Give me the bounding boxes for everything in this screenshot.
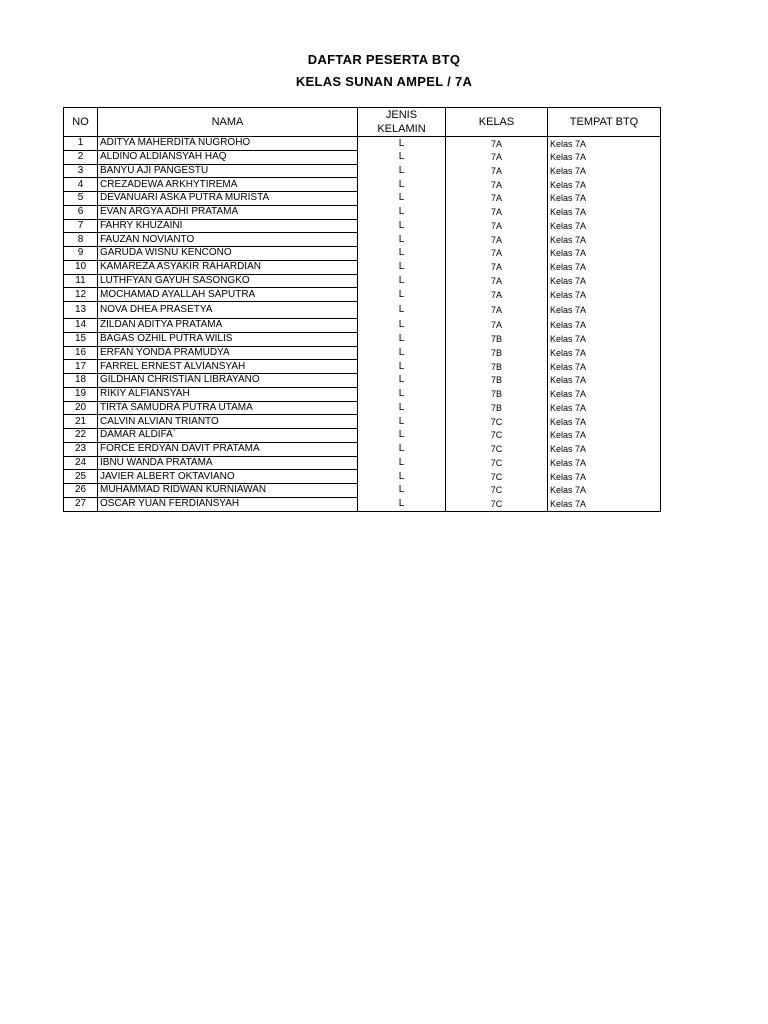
table-row <box>64 233 661 247</box>
table-header-row <box>64 108 661 137</box>
table-row <box>64 247 661 261</box>
table-row <box>64 150 661 164</box>
table-row <box>64 415 661 429</box>
cell-tempat-btq: Kelas 7A <box>548 137 661 151</box>
cell-nama: CALVIN ALVIAN TRIANTO <box>98 415 358 429</box>
cell-tempat-btq: Kelas 7A <box>548 164 661 178</box>
cell-no: 15 <box>64 332 98 346</box>
cell-no: 24 <box>64 456 98 470</box>
cell-kelas: 7A <box>446 164 548 178</box>
table-row <box>64 205 661 219</box>
cell-tempat-btq: Kelas 7A <box>548 247 661 261</box>
table-row <box>64 346 661 360</box>
cell-tempat-btq: Kelas 7A <box>548 332 661 346</box>
cell-nama: MOCHAMAD AYALLAH SAPUTRA <box>98 288 358 302</box>
table-row <box>64 288 661 302</box>
cell-jenis-kelamin: L <box>358 150 446 164</box>
cell-tempat-btq: Kelas 7A <box>548 497 661 511</box>
table-row <box>64 497 661 511</box>
table-row <box>64 442 661 456</box>
table-row <box>64 374 661 388</box>
cell-nama: KAMAREZA ASYAKIR RAHARDIAN <box>98 260 358 274</box>
cell-tempat-btq: Kelas 7A <box>548 274 661 288</box>
cell-jenis-kelamin: L <box>358 192 446 206</box>
cell-tempat-btq: Kelas 7A <box>548 288 661 302</box>
cell-no: 16 <box>64 346 98 360</box>
cell-kelas: 7A <box>446 288 548 302</box>
cell-jenis-kelamin: L <box>358 260 446 274</box>
cell-tempat-btq: Kelas 7A <box>548 374 661 388</box>
header-jenis-kelamin <box>358 108 446 137</box>
table-row <box>64 470 661 484</box>
cell-nama: OSCAR YUAN FERDIANSYAH <box>98 497 358 511</box>
cell-no: 17 <box>64 360 98 374</box>
cell-kelas: 7A <box>446 150 548 164</box>
cell-jenis-kelamin: L <box>358 288 446 302</box>
cell-no: 2 <box>64 150 98 164</box>
cell-kelas: 7C <box>446 415 548 429</box>
cell-jenis-kelamin: L <box>358 247 446 261</box>
cell-nama: RIKIY ALFIANSYAH <box>98 387 358 401</box>
cell-jenis-kelamin: L <box>358 484 446 498</box>
cell-jenis-kelamin: L <box>358 332 446 346</box>
cell-no: 5 <box>64 192 98 206</box>
cell-no: 12 <box>64 288 98 302</box>
table-row <box>64 260 661 274</box>
cell-jenis-kelamin: L <box>358 164 446 178</box>
cell-jenis-kelamin: L <box>358 274 446 288</box>
cell-no: 27 <box>64 497 98 511</box>
cell-no: 22 <box>64 429 98 443</box>
cell-nama: GARUDA WISNU KENCONO <box>98 247 358 261</box>
cell-jenis-kelamin: L <box>358 442 446 456</box>
table-row <box>64 401 661 415</box>
cell-kelas: 7A <box>446 178 548 192</box>
cell-no: 4 <box>64 178 98 192</box>
cell-no: 1 <box>64 137 98 151</box>
cell-tempat-btq: Kelas 7A <box>548 442 661 456</box>
cell-tempat-btq: Kelas 7A <box>548 192 661 206</box>
cell-nama: ZILDAN ADITYA PRATAMA <box>98 319 358 333</box>
cell-no: 10 <box>64 260 98 274</box>
table-row <box>64 274 661 288</box>
document-title: DAFTAR PESERTA BTQ <box>307 52 461 67</box>
cell-kelas: 7C <box>446 470 548 484</box>
cell-nama: LUTHFYAN GAYUH SASONGKO <box>98 274 358 288</box>
cell-no: 14 <box>64 319 98 333</box>
cell-jenis-kelamin: L <box>358 178 446 192</box>
table-row <box>64 319 661 333</box>
cell-no: 26 <box>64 484 98 498</box>
cell-tempat-btq: Kelas 7A <box>548 178 661 192</box>
cell-nama: MUHAMMAD RIDWAN KURNIAWAN <box>98 484 358 498</box>
cell-tempat-btq: Kelas 7A <box>548 302 661 319</box>
header-kelas: KELAS <box>446 108 548 137</box>
cell-nama: BANYU AJI PANGESTU <box>98 164 358 178</box>
cell-no: 20 <box>64 401 98 415</box>
table-body <box>64 137 661 512</box>
cell-tempat-btq: Kelas 7A <box>548 429 661 443</box>
cell-kelas: 7C <box>446 497 548 511</box>
header-kelamin-label: KELAMIN <box>377 123 426 135</box>
cell-kelas: 7C <box>446 442 548 456</box>
cell-nama: NOVA DHEA PRASETYA <box>98 302 358 319</box>
document-subtitle: KELAS SUNAN AMPEL / 7A <box>295 74 473 89</box>
cell-nama: FAUZAN NOVIANTO <box>98 233 358 247</box>
cell-jenis-kelamin: L <box>358 497 446 511</box>
table-row <box>64 429 661 443</box>
cell-jenis-kelamin: L <box>358 456 446 470</box>
cell-jenis-kelamin: L <box>358 302 446 319</box>
cell-nama: FAHRY KHUZAINI <box>98 219 358 233</box>
cell-nama: ALDINO ALDIANSYAH HAQ <box>98 150 358 164</box>
cell-nama: TIRTA SAMUDRA PUTRA UTAMA <box>98 401 358 415</box>
header-jenis-label: JENIS <box>385 109 418 121</box>
cell-no: 6 <box>64 205 98 219</box>
cell-nama: EVAN ARGYA ADHI PRATAMA <box>98 205 358 219</box>
cell-kelas: 7B <box>446 401 548 415</box>
cell-jenis-kelamin: L <box>358 205 446 219</box>
cell-kelas: 7A <box>446 233 548 247</box>
table-row <box>64 302 661 319</box>
cell-no: 18 <box>64 374 98 388</box>
cell-tempat-btq: Kelas 7A <box>548 150 661 164</box>
cell-tempat-btq: Kelas 7A <box>548 319 661 333</box>
table-row <box>64 192 661 206</box>
cell-tempat-btq: Kelas 7A <box>548 219 661 233</box>
cell-jenis-kelamin: L <box>358 137 446 151</box>
cell-no: 9 <box>64 247 98 261</box>
cell-no: 23 <box>64 442 98 456</box>
table-row <box>64 387 661 401</box>
cell-jenis-kelamin: L <box>358 470 446 484</box>
cell-jenis-kelamin: L <box>358 346 446 360</box>
cell-kelas: 7A <box>446 219 548 233</box>
cell-kelas: 7A <box>446 274 548 288</box>
cell-tempat-btq: Kelas 7A <box>548 484 661 498</box>
table-row <box>64 219 661 233</box>
cell-kelas: 7B <box>446 387 548 401</box>
cell-no: 13 <box>64 302 98 319</box>
cell-kelas: 7B <box>446 332 548 346</box>
participant-table <box>63 107 661 512</box>
header-no: NO <box>64 108 98 137</box>
cell-no: 19 <box>64 387 98 401</box>
cell-no: 25 <box>64 470 98 484</box>
cell-nama: DAMAR ALDIFA` <box>98 429 358 443</box>
cell-tempat-btq: Kelas 7A <box>548 346 661 360</box>
table-row <box>64 164 661 178</box>
cell-no: 11 <box>64 274 98 288</box>
cell-kelas: 7A <box>446 260 548 274</box>
table-row <box>64 332 661 346</box>
cell-jenis-kelamin: L <box>358 429 446 443</box>
cell-no: 8 <box>64 233 98 247</box>
cell-tempat-btq: Kelas 7A <box>548 401 661 415</box>
cell-kelas: 7B <box>446 346 548 360</box>
cell-tempat-btq: Kelas 7A <box>548 387 661 401</box>
cell-tempat-btq: Kelas 7A <box>548 470 661 484</box>
cell-jenis-kelamin: L <box>358 387 446 401</box>
cell-kelas: 7B <box>446 360 548 374</box>
cell-kelas: 7C <box>446 456 548 470</box>
cell-jenis-kelamin: L <box>358 415 446 429</box>
cell-nama: ADITYA MAHERDITA NUGROHO <box>98 137 358 151</box>
cell-kelas: 7A <box>446 302 548 319</box>
table-row <box>64 456 661 470</box>
cell-no: 7 <box>64 219 98 233</box>
cell-nama: FARREL ERNEST ALVIANSYAH <box>98 360 358 374</box>
cell-nama: CREZADEWA ARKHYTIREMA <box>98 178 358 192</box>
cell-tempat-btq: Kelas 7A <box>548 456 661 470</box>
table-row <box>64 484 661 498</box>
cell-nama: IBNU WANDA PRATAMA <box>98 456 358 470</box>
cell-no: 3 <box>64 164 98 178</box>
cell-nama: DEVANUARI ASKA PUTRA MURISTA <box>98 192 358 206</box>
cell-tempat-btq: Kelas 7A <box>548 205 661 219</box>
cell-jenis-kelamin: L <box>358 374 446 388</box>
cell-tempat-btq: Kelas 7A <box>548 260 661 274</box>
header-nama: NAMA <box>98 108 358 137</box>
cell-nama: JAVIER ALBERT OKTAVIANO <box>98 470 358 484</box>
cell-jenis-kelamin: L <box>358 219 446 233</box>
cell-kelas: 7B <box>446 374 548 388</box>
cell-tempat-btq: Kelas 7A <box>548 233 661 247</box>
cell-jenis-kelamin: L <box>358 319 446 333</box>
cell-no: 21 <box>64 415 98 429</box>
cell-kelas: 7C <box>446 484 548 498</box>
cell-jenis-kelamin: L <box>358 233 446 247</box>
cell-tempat-btq: Kelas 7A <box>548 360 661 374</box>
cell-jenis-kelamin: L <box>358 401 446 415</box>
cell-nama: FORCE ERDYAN DAVIT PRATAMA <box>98 442 358 456</box>
cell-tempat-btq: Kelas 7A <box>548 415 661 429</box>
cell-nama: GILDHAN CHRISTIAN LIBRAYANO <box>98 374 358 388</box>
table-row <box>64 178 661 192</box>
cell-kelas: 7A <box>446 319 548 333</box>
cell-nama: ERFAN YONDA PRAMUDYA <box>98 346 358 360</box>
table-row <box>64 137 661 151</box>
table-row <box>64 360 661 374</box>
cell-nama: BAGAS OZHIL PUTRA WILIS <box>98 332 358 346</box>
cell-kelas: 7A <box>446 247 548 261</box>
cell-kelas: 7A <box>446 137 548 151</box>
cell-kelas: 7A <box>446 205 548 219</box>
cell-kelas: 7A <box>446 192 548 206</box>
cell-kelas: 7C <box>446 429 548 443</box>
header-tempat-btq: TEMPAT BTQ <box>548 108 661 137</box>
cell-jenis-kelamin: L <box>358 360 446 374</box>
